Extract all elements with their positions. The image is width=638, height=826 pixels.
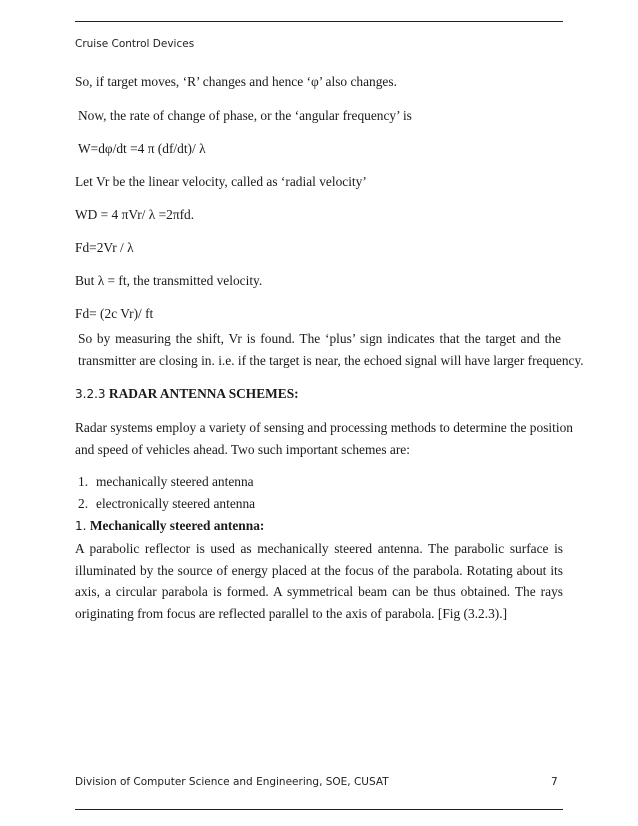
section-intro-line-2: and speed of vehicles ahead. Two such important schemes are:: [75, 441, 410, 457]
body-line-7: But λ = ft, the transmitted velocity.: [75, 273, 263, 288]
body-line-8: Fd= (2c Vr)/ ft: [75, 306, 154, 321]
subsection-title: Mechanically steered antenna:: [89, 518, 265, 533]
body-line-1: So, if target moves, ‘R’ changes and hence ‘φ’ also changes.: [75, 74, 397, 89]
page-number: 7: [551, 776, 558, 788]
body-line-6: Fd=2Vr / λ: [75, 240, 134, 255]
body-line-5: WD = 4 πVr/ λ =2πfd.: [75, 207, 195, 222]
list-item-text: mechanically steered antenna: [96, 474, 254, 489]
footer-rule: [75, 809, 563, 810]
list-item: [78, 496, 255, 512]
subsection-heading: [75, 518, 264, 534]
footer-text: Division of Computer Science and Engineering, SOE, CUSAT: [75, 776, 389, 788]
subsection-paragraph-line-2: illuminated by the source of energy placed at the focus of the parabola. Rotating about its: [75, 562, 563, 578]
subsection-paragraph-line-3: axis, a circular parabola is formed. A symmetrical beam can be thus obtained. The rays: [75, 584, 563, 599]
subsection-paragraph-line-4: originating from focus are reflected parallel to the axis of parabola. [Fig (3.2.3).]: [75, 605, 508, 621]
shift-paragraph: [78, 328, 584, 371]
header-rule: [75, 21, 563, 22]
section-heading: [75, 386, 299, 402]
subsection-paragraph-line-1: A parabolic reflector is used as mechanically steered antenna. The parabolic surface is: [75, 541, 563, 556]
section-title: RADAR ANTENNA SCHEMES:: [108, 386, 299, 401]
shift-paragraph-line-2: transmitter are closing in. i.e. if the target is near, the echoed signal will have larger frequency.: [78, 352, 584, 368]
subsection-paragraph: [75, 538, 563, 624]
subsection-number: 1.: [75, 519, 87, 533]
section-intro-line-1: Radar systems employ a variety of sensing and processing methods to determine the position: [75, 420, 573, 435]
section-number: 3.2.3: [75, 387, 106, 401]
section-intro: [75, 417, 573, 460]
header-title: Cruise Control Devices: [75, 38, 195, 50]
body-line-2: Now, the rate of change of phase, or the ‘angular frequency’ is: [78, 108, 412, 123]
list-marker: 2.: [78, 496, 89, 511]
list-marker: 1.: [78, 474, 89, 489]
list-item-text: electronically steered antenna: [96, 496, 256, 511]
shift-paragraph-line-1: So by measuring the shift, Vr is found. The ‘plus’ sign indicates that the target and the: [78, 331, 561, 346]
body-line-4: Let Vr be the linear velocity, called as ‘radial velocity’: [75, 174, 367, 189]
body-line-3: W=dφ/dt =4 π (df/dt)/ λ: [78, 141, 206, 156]
list-item: [78, 474, 254, 490]
